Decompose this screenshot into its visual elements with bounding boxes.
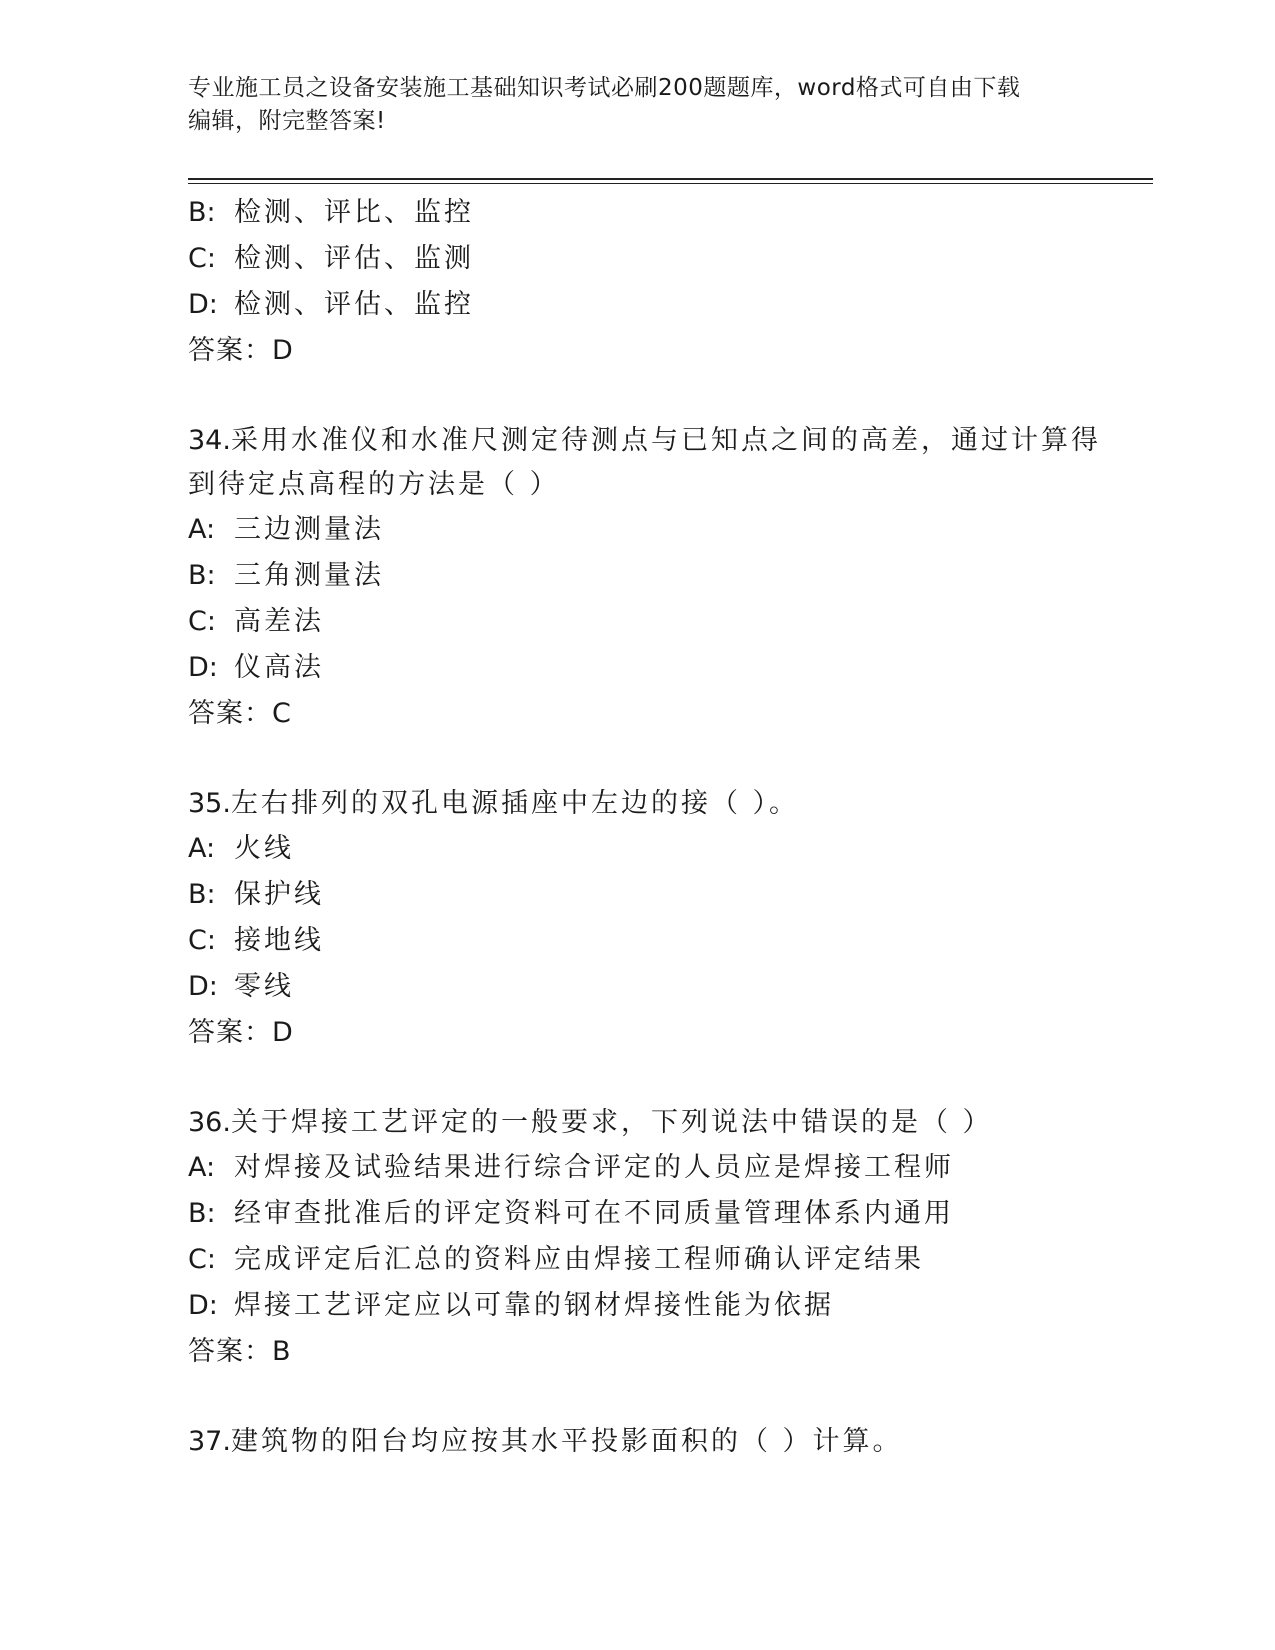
document-header [188,72,1088,138]
header-divider-thick [188,178,1153,180]
option-c: C: 接地线 [188,925,324,956]
question-text-line: 37.建筑物的阳台均应按其水平投影面积的（ ）计算。 [188,1426,903,1457]
option-d: D: 检测、评估、监控 [188,289,474,320]
header-line-2: 编辑，附完整答案! [188,108,386,134]
answer-line: 答案：C [188,698,292,729]
question-35 [188,782,1088,1056]
question-text-line: 36.关于焊接工艺评定的一般要求，下列说法中错误的是（ ） [188,1107,993,1138]
question-33-continued [188,190,1088,374]
answer-line: 答案：D [188,335,294,366]
header-line-1: 专业施工员之设备安装施工基础知识考试必刷200题题库，word格式可自由下载 [188,75,1021,101]
question-text-line: 34.采用水准仪和水准尺测定待测点与已知点之间的高差，通过计算得 [188,425,1101,456]
question-37 [188,1420,1088,1464]
question-text-line: 35.左右排列的双孔电源插座中左边的接（ ）。 [188,788,800,819]
answer-line: 答案：B [188,1336,292,1367]
option-d: D: 仪高法 [188,652,324,683]
question-34 [188,419,1101,737]
option-b: B: 检测、评比、监控 [188,197,474,228]
question-36 [188,1101,1088,1375]
option-c: C: 高差法 [188,606,324,637]
answer-line: 答案：D [188,1017,294,1048]
option-c: C: 完成评定后汇总的资料应由焊接工程师确认评定结果 [188,1244,924,1275]
question-text-line: 到待定点高程的方法是（ ） [188,469,560,500]
question-content [188,190,1101,1464]
option-b: B: 三角测量法 [188,560,384,591]
option-d: D: 焊接工艺评定应以可靠的钢材焊接性能为依据 [188,1290,834,1321]
option-c: C: 检测、评估、监测 [188,243,474,274]
option-a: A: 三边测量法 [188,514,384,545]
option-b: B: 经审查批准后的评定资料可在不同质量管理体系内通用 [188,1198,954,1229]
option-b: B: 保护线 [188,879,324,910]
option-a: A: 火线 [188,833,294,864]
option-a: A: 对焊接及试验结果进行综合评定的人员应是焊接工程师 [188,1152,954,1183]
header-divider-thin [188,183,1153,184]
option-d: D: 零线 [188,971,294,1002]
